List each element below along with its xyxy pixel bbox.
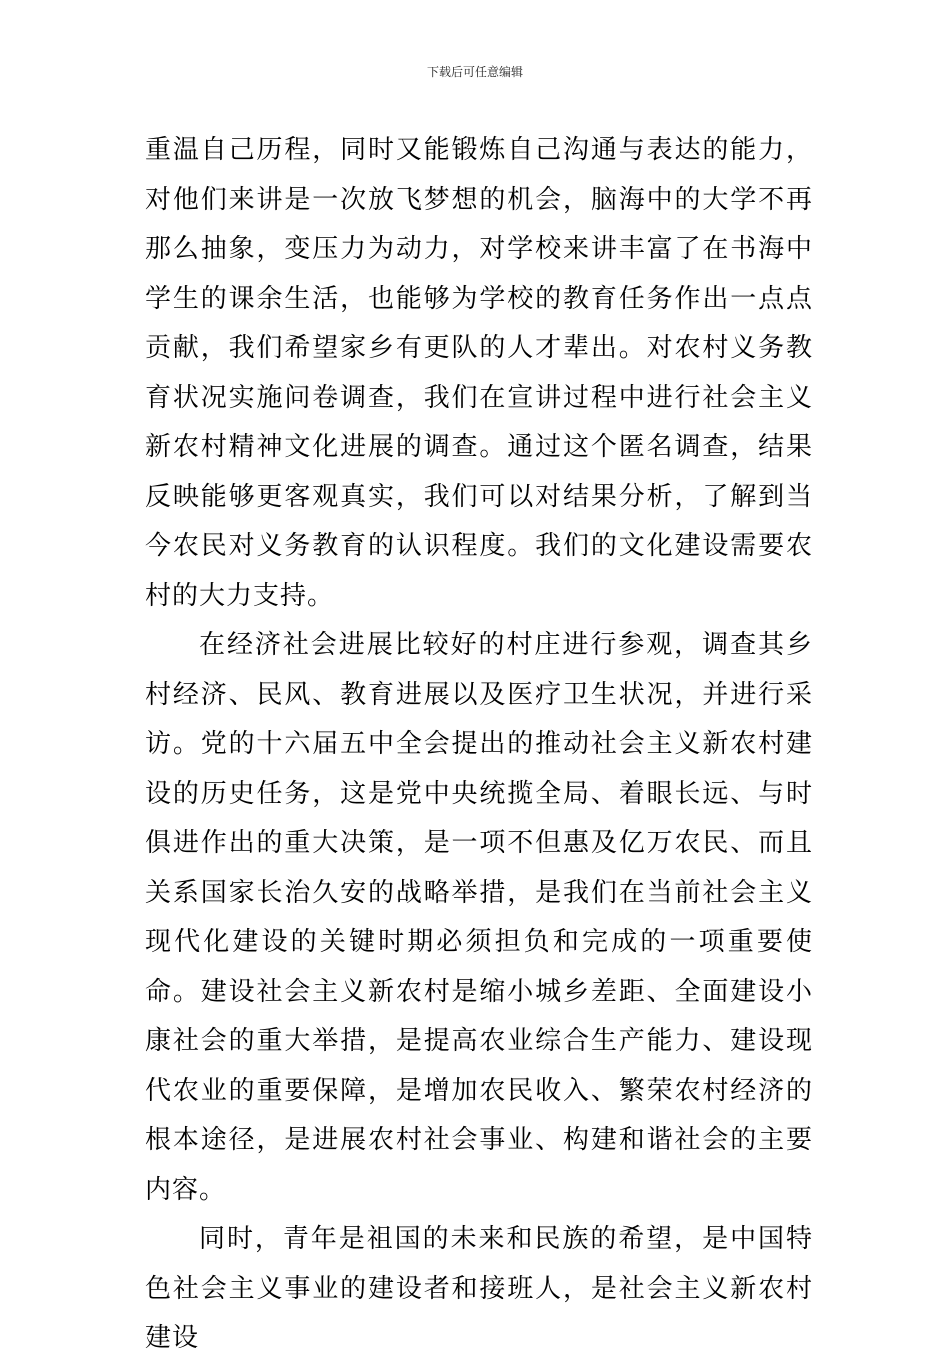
paragraph-1: 重温自己历程，同时又能锻炼自己沟通与表达的能力，对他们来讲是一次放飞梦想的机会，脑海中的大学不再那么抽象，变压力为动力，对学校来讲丰富了在书海中学生的课余生活，也能够为学校的教育任务作出一点点贡献，我们希望家乡有更队的人才辈出。对农村义务教育状况实施问卷调查，我们在宣讲过程中进行社会主义新农村精神文化进展的调查。通过这个匿名调查，结果反映能够更客观真实，我们可以对结果分析，了解到当今农民对义务教育的认识程度。我们的文化建设需要农村的大力支持。 — [145, 135, 813, 611]
document-body — [145, 126, 813, 1364]
paragraph-3: 同时，青年是祖国的未来和民族的希望，是中国特色社会主义事业的建设者和接班人，是社会主义新农村建设 — [145, 1224, 813, 1353]
paragraph-2: 在经济社会进展比较好的村庄进行参观，调查其乡村经济、民风、教育进展以及医疗卫生状况，并进行采访。党的十六届五中全会提出的推动社会主义新农村建设的历史任务，这是党中央统揽全局、着眼长远、与时俱进作出的重大决策，是一项不但惠及亿万农民、而且关系国家长治久安的战略举措，是我们在当前社会主义现代化建设的关键时期必须担负和完成的一项重要使命。建设社会主义新农村是缩小城乡差距、全面建设小康社会的重大举措，是提高农业综合生产能力、建设现代农业的重要保障，是增加农民收入、繁荣农村经济的根本途径，是进展农村社会事业、构建和谐社会的主要内容。 — [145, 630, 813, 1205]
page-header: 下载后可任意编辑 — [426, 65, 523, 79]
